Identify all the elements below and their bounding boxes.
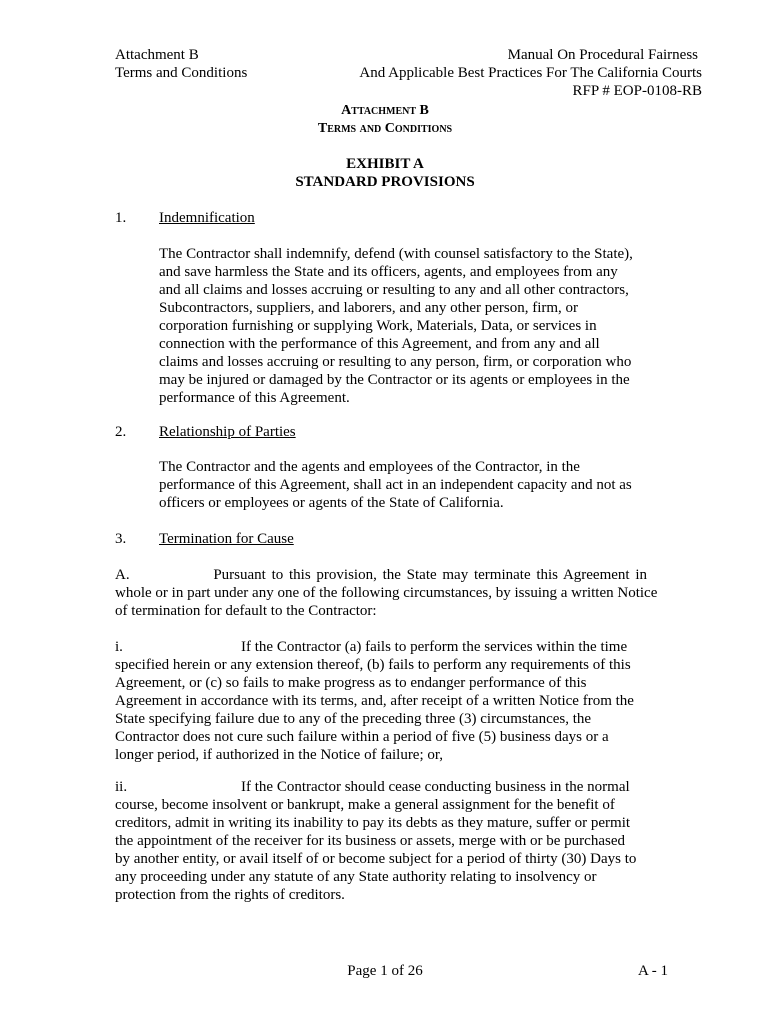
terms-title: Terms and Conditions bbox=[317, 121, 453, 136]
text-line: State specifying failure due to any of the preceding three (3) circumstances, the bbox=[115, 711, 592, 727]
text-line: course, become insolvent or bankrupt, make a general assignment for the benefit of bbox=[115, 797, 615, 813]
text-line: Subcontractors, suppliers, and laborers, and any other person, firm, or bbox=[159, 300, 579, 316]
section-number: 2. bbox=[115, 424, 127, 440]
page-reference: A - 1 bbox=[638, 963, 668, 979]
text-line: Contractor does not cure such failure within a period of five (5) business days or a bbox=[115, 729, 609, 745]
exhibit-title: EXHIBIT A bbox=[346, 156, 424, 172]
text-line: specified herein or any extension thereof, (b) fails to perform any requirements of this bbox=[115, 657, 631, 673]
section-heading-relationship: Relationship of Parties bbox=[159, 424, 296, 440]
section-heading-indemnification: Indemnification bbox=[159, 210, 255, 226]
header-left-line: Attachment B bbox=[115, 47, 199, 63]
text-line: claims and losses accruing or resulting to any person, firm, or corporation who bbox=[159, 354, 632, 370]
text-line: creditors, admit in writing its inability to pay its debts as they mature, suffer or permit bbox=[115, 815, 631, 831]
termination-clause-ii bbox=[115, 778, 647, 904]
text-line: Agreement in accordance with its terms, and, after receipt of a written Notice from the bbox=[115, 693, 634, 709]
text-line: any proceeding under any statute of any State authority relating to insolvency or bbox=[115, 869, 597, 885]
text-line: connection with the performance of this Agreement, and from any and all bbox=[159, 336, 600, 352]
text-line: The Contractor and the agents and employees of the Contractor, in the bbox=[159, 459, 580, 475]
text-line: and all claims and losses accruing or resulting to any and all other contractors, bbox=[159, 282, 629, 298]
text-line bbox=[115, 566, 647, 584]
section-number: 3. bbox=[115, 531, 127, 547]
text-line: longer period, if authorized in the Notice of failure; or, bbox=[115, 747, 444, 763]
page-number: Page 1 of 26 bbox=[347, 963, 423, 979]
text-segment: If the Contractor should cease conducting business in the normal bbox=[241, 779, 630, 795]
text-segment: If the Contractor (a) fails to perform the services within the time bbox=[241, 639, 628, 655]
text-line: by another entity, or avail itself of or become subject for a period of thirty (30) Days to bbox=[115, 851, 637, 867]
provisions-title: STANDARD PROVISIONS bbox=[295, 174, 475, 190]
text-line: officers or employees or agents of the State of California. bbox=[159, 495, 504, 511]
attachment-title: Attachment B bbox=[341, 103, 429, 118]
header-left-line: Terms and Conditions bbox=[115, 65, 248, 81]
text-line: the appointment of the receiver for its business or assets, merge with or be purchased bbox=[115, 833, 625, 849]
termination-clause-a bbox=[115, 566, 658, 620]
text-line: The Contractor shall indemnify, defend (with counsel satisfactory to the State), bbox=[159, 246, 633, 262]
clause-label: i. bbox=[115, 639, 123, 655]
text-line: Agreement, or (c) so fails to make progress as to endanger performance of this bbox=[115, 675, 587, 691]
text-line: of termination for default to the Contractor: bbox=[115, 603, 377, 619]
indemnification-paragraph bbox=[159, 245, 646, 407]
text-line: performance of this Agreement. bbox=[159, 390, 350, 406]
header-right bbox=[359, 46, 702, 100]
relationship-paragraph bbox=[159, 458, 646, 512]
section-heading-termination: Termination for Cause bbox=[159, 531, 294, 547]
termination-clause-i bbox=[115, 638, 647, 764]
text-line: whole or in part under any one of the following circumstances, by issuing a written Notice bbox=[115, 585, 658, 601]
clause-label: A. bbox=[115, 567, 130, 583]
section-number: 1. bbox=[115, 210, 127, 226]
clause-label: ii. bbox=[115, 779, 128, 795]
header-right-line: Manual On Procedural Fairness bbox=[507, 47, 698, 63]
text-line: corporation furnishing or supplying Work, Materials, Data, or services in bbox=[159, 318, 597, 334]
text-segment: Pursuant to this provision, the State may terminate this Agreement in bbox=[213, 567, 647, 583]
header-left bbox=[115, 46, 247, 82]
text-line: may be injured or damaged by the Contractor or its agents or employees in the bbox=[159, 372, 630, 388]
text-line: protection from the rights of creditors. bbox=[115, 887, 345, 903]
text-line bbox=[115, 778, 647, 796]
header-right-line: RFP # EOP-0108-RB bbox=[572, 83, 702, 99]
text-line bbox=[115, 638, 647, 656]
header-right-line: And Applicable Best Practices For The California Courts bbox=[359, 65, 702, 81]
text-line: performance of this Agreement, shall act in an independent capacity and not as bbox=[159, 477, 632, 493]
text-line: and save harmless the State and its officers, agents, and employees from any bbox=[159, 264, 618, 280]
